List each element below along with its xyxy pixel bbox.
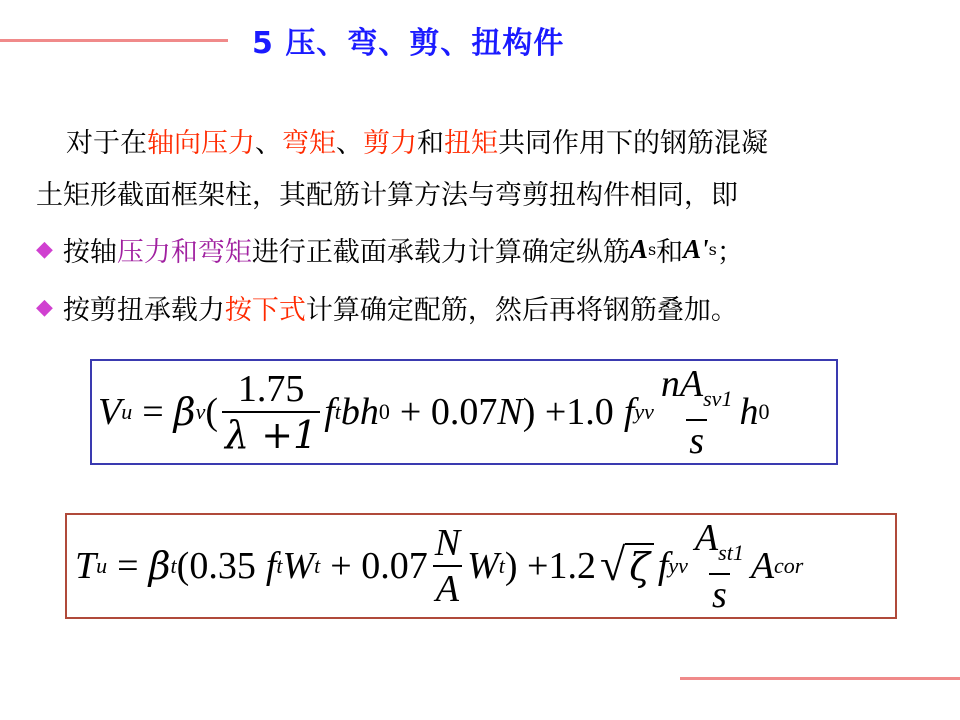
formula-subscript: t: [170, 553, 177, 578]
formula-symbol: bh: [340, 391, 379, 433]
formula-symbol: W: [282, 545, 315, 587]
fraction-numerator: [658, 364, 736, 419]
formula-subscript: 0: [758, 399, 770, 424]
fraction-denominator: s: [686, 419, 707, 461]
formula-symbol: f: [623, 391, 635, 433]
formula-symbol: ζ: [625, 543, 654, 589]
text-segment: 对于在: [66, 128, 147, 159]
highlight-pressure-moment: 压力和弯矩: [116, 237, 252, 268]
formula-symbol: A: [694, 516, 719, 559]
formula-fraction: [692, 518, 747, 615]
formula-subscript: u: [96, 553, 108, 578]
highlight-shear-force: 剪力: [363, 128, 417, 159]
fraction-numerator: 1.75: [237, 368, 305, 410]
math-subscript: s: [708, 240, 717, 259]
intro-paragraph: [36, 118, 926, 222]
highlight-axial-force: 轴向压力: [147, 128, 255, 159]
formula-symbol: β: [148, 544, 171, 588]
intro-line-2: 土矩形截面框架柱，其配筋计算方法与弯剪扭构件相同，即: [36, 180, 738, 211]
highlight-torque: 扭矩: [444, 128, 498, 159]
formula-symbol: nA: [660, 362, 704, 405]
formula-operator: ) +1.2: [504, 545, 596, 587]
formula-symbol: V: [98, 391, 122, 433]
sqrt-symbol: [599, 539, 654, 590]
highlight-bending-moment: 弯矩: [282, 128, 336, 159]
formula-symbol: N: [497, 391, 523, 433]
formula-symbol: f: [265, 545, 277, 587]
formula-operator: + 0.07: [330, 545, 428, 587]
formula-symbol: f: [657, 545, 669, 587]
formula-symbol: β: [173, 390, 196, 434]
formula-subscript: t: [334, 399, 341, 424]
math-subscript: s: [647, 240, 657, 259]
formula-symbol: W: [467, 545, 499, 587]
formula-fraction: [432, 521, 463, 611]
formula-subscript: st1: [718, 539, 744, 565]
fraction-numerator: [692, 518, 747, 573]
formula-subscript: sv1: [703, 385, 733, 411]
formula-operator: ) +1.0: [522, 391, 614, 433]
formula-operator: + 0.07: [399, 391, 498, 433]
text-segment: 和: [656, 237, 684, 268]
formula-symbol: T: [75, 545, 97, 587]
formula-subscript: cor: [774, 553, 804, 578]
bottom-decorative-rule: [680, 677, 960, 680]
text-segment: 按剪扭承载力: [62, 295, 225, 326]
text-segment: 和: [417, 128, 444, 159]
shear-capacity-formula: [90, 359, 838, 465]
text-segment: 计算确定配筋，然后再将钢筋叠加。: [305, 295, 738, 326]
text-segment: 共同作用下的钢筋混凝: [498, 128, 768, 159]
formula-subscript: t: [498, 553, 505, 578]
text-segment: 、: [336, 128, 363, 159]
bullet-item-1: [36, 230, 744, 269]
formula-symbol: f: [324, 391, 335, 433]
text-segment: 、: [255, 128, 282, 159]
formula-fraction: [222, 367, 320, 457]
radical-sign-icon: √: [599, 539, 626, 590]
top-decorative-rule: [0, 39, 228, 42]
fraction-denominator: λ +1: [222, 411, 320, 457]
bullet-item-2: [36, 288, 738, 327]
formula-operator: (: [205, 391, 219, 433]
math-var-As: A: [629, 234, 648, 264]
formula-subscript: u: [121, 399, 133, 424]
fraction-numerator: N: [434, 522, 461, 564]
formula-operator: =: [117, 545, 139, 587]
formula-subscript: 0: [378, 399, 390, 424]
formula-subscript: yv: [634, 399, 654, 424]
formula-operator: (0.35: [176, 545, 256, 587]
text-segment: 按轴: [62, 237, 117, 268]
formula-symbol: A: [750, 545, 775, 587]
torsion-capacity-formula: [65, 513, 897, 619]
diamond-bullet-icon: ◆: [36, 237, 53, 262]
formula-symbol: h: [739, 391, 759, 433]
text-segment: 进行正截面承载力计算确定纵筋: [251, 237, 630, 268]
formula-operator: =: [142, 391, 164, 433]
fraction-denominator: s: [709, 573, 730, 615]
formula-subscript: yv: [668, 553, 688, 578]
text-segment: ；: [716, 237, 744, 268]
formula-fraction: [658, 364, 736, 461]
highlight-following-formula: 按下式: [224, 295, 306, 326]
formula-subscript: t: [314, 553, 321, 578]
intro-line-1: [36, 118, 926, 170]
slide-title: 5 压、弯、剪、扭构件: [252, 26, 565, 61]
math-var-As-prime: A': [683, 234, 709, 264]
formula-subscript: v: [195, 399, 206, 424]
formula-subscript: t: [276, 553, 283, 578]
diamond-bullet-icon: ◆: [36, 295, 53, 320]
fraction-denominator: A: [433, 565, 462, 611]
